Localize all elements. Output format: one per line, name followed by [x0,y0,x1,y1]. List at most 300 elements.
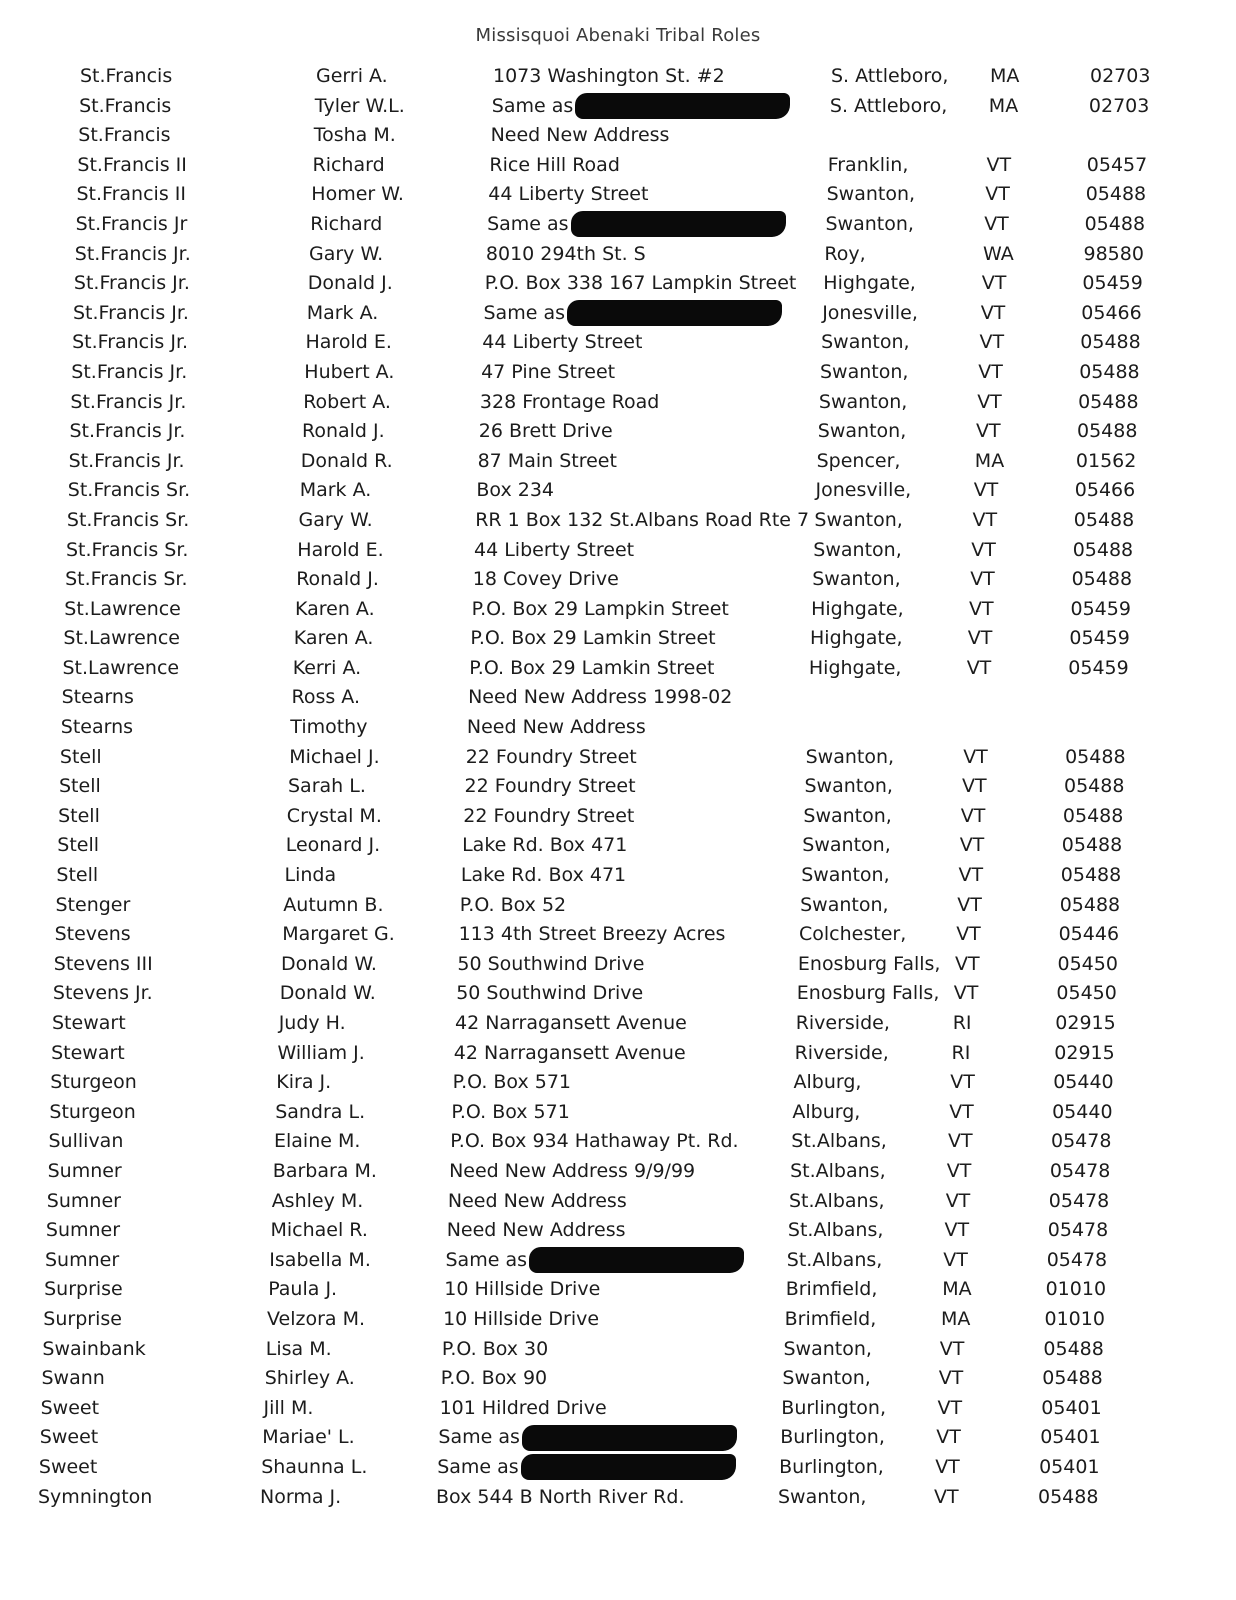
zip-cell-text: 05488 [1042,1367,1103,1390]
city-cell [806,743,894,773]
first-name-cell-text: Tosha M. [313,124,396,147]
last-name-cell-text: Stewart [51,1041,125,1064]
city-cell [797,979,940,1009]
table-row [0,713,1236,743]
city-cell [784,1335,872,1365]
state-cell-text: VT [946,1159,972,1182]
roster-table [0,62,1236,1512]
city-cell [801,861,889,891]
address-cell [493,62,725,92]
first-name-cell [314,121,396,151]
address-cell [480,388,659,418]
first-name-cell [279,1009,346,1039]
city-cell-text: Alburg, [792,1100,861,1123]
table-row [0,388,1236,418]
address-cell [454,1039,686,1069]
city-cell [810,624,903,654]
zip-cell-text: 01010 [1044,1307,1105,1330]
zip-cell-text: 05488 [1038,1485,1099,1508]
address-cell-text: 22 Foundry Street [463,804,635,827]
zip-cell [1054,1039,1114,1069]
first-name-cell-text: Kira J. [276,1071,332,1094]
zip-cell-text: 05478 [1048,1189,1110,1212]
last-name-cell-text: St.Francis [79,94,172,117]
first-name-cell-text: Shirley A. [264,1367,355,1390]
last-name-cell-text: Sullivan [48,1130,124,1153]
state-cell-text: VT [958,864,984,887]
first-name-cell [274,1127,360,1157]
first-name-cell-text: Jill M. [263,1396,314,1419]
city-cell-text: Swanton, [817,420,907,443]
city-cell [796,1009,890,1039]
city-cell-text: Swanton, [812,568,901,591]
state-cell-text: VT [981,272,1007,295]
address-cell [484,299,782,329]
first-name-cell-text: Kerri A. [292,656,362,679]
address-cell-text: Same as [437,1455,519,1478]
zip-cell-text: 05440 [1053,1071,1114,1094]
zip-cell-text: 02915 [1055,1012,1116,1034]
city-cell-text: Swanton, [813,538,902,561]
last-name-cell-text: St.Francis Jr [75,212,188,235]
zip-cell-text: 05478 [1046,1248,1108,1271]
state-cell [945,1216,970,1246]
address-cell [459,920,726,950]
table-row [0,151,1236,181]
redaction-mark [567,300,782,326]
state-cell-text: VT [967,627,993,650]
first-name-cell-text: Sarah L. [288,775,366,798]
address-cell [447,1216,626,1246]
city-cell [821,328,909,358]
zip-cell-text: 05401 [1041,1396,1102,1419]
zip-cell [1084,240,1144,270]
address-cell [462,831,627,861]
state-cell-text: VT [935,1455,960,1478]
address-cell [473,565,619,595]
city-cell [780,1423,885,1453]
first-name-cell [297,536,383,566]
last-name-cell [38,1483,152,1513]
state-cell-text: VT [966,656,992,679]
first-name-cell-text: Ross A. [291,686,361,709]
first-name-cell-text: Harold E. [297,538,384,561]
zip-cell [1056,979,1116,1009]
last-name-cell-text: St.Francis Sr. [65,568,188,591]
city-cell-text: Burlington, [779,1455,884,1478]
zip-cell-text: 05459 [1069,627,1130,650]
address-cell-text: 10 Hillside Drive [444,1278,601,1301]
first-name-cell [266,1335,332,1365]
address-cell [438,1423,736,1453]
address-cell-text: 50 Southwind Drive [456,982,644,1005]
state-cell [943,1246,968,1276]
state-cell-text: VT [977,390,1002,413]
state-cell [942,1275,971,1305]
state-cell-text: VT [949,1100,974,1123]
city-cell-text: Swanton, [826,183,916,206]
city-cell-text: Franklin, [827,153,909,176]
first-name-cell [293,654,362,684]
state-cell-text: VT [962,775,987,798]
state-cell-text: VT [957,893,982,916]
address-cell [478,447,617,477]
state-cell [989,92,1018,122]
state-cell-text: VT [972,508,998,531]
state-cell [962,772,987,802]
city-cell [782,1364,870,1394]
address-cell [436,1483,684,1513]
address-cell [443,1305,599,1335]
city-cell-text: Burlington, [781,1396,887,1419]
first-name-cell-text: Donald W. [281,952,377,975]
last-name-cell [60,743,102,773]
city-cell [813,536,901,566]
state-cell [990,62,1019,92]
address-cell [449,1157,695,1187]
address-cell-text: Box 234 [476,479,555,502]
address-cell-text: 328 Frontage Road [479,390,660,413]
first-name-cell [289,743,379,773]
address-cell-text: P.O. Box 338 167 Lampkin Street [484,272,797,295]
last-name-cell [69,447,185,477]
last-name-cell-text: St.Francis Jr. [70,390,187,413]
first-name-cell-text: Ashley M. [271,1189,364,1212]
city-cell [794,1068,862,1098]
zip-cell-text: 05478 [1049,1159,1111,1182]
last-name-cell [49,1127,124,1157]
zip-cell-text: 05450 [1057,952,1118,975]
first-name-cell-text: Velzora M. [267,1307,366,1330]
state-cell [961,802,986,832]
first-name-cell [275,1098,365,1128]
first-name-cell [315,92,405,122]
table-row [0,1246,1236,1276]
state-cell [956,920,981,950]
state-cell [984,210,1009,240]
last-name-cell-text: St.Francis Jr. [71,360,188,383]
last-name-cell [65,565,187,595]
first-name-cell-text: Sandra L. [275,1100,366,1123]
first-name-cell-text: Leonard J. [285,834,381,857]
first-name-cell-text: Homer W. [311,183,404,206]
first-name-cell-text: Robert A. [303,390,391,413]
city-cell [786,1275,878,1305]
zip-cell [1082,269,1142,299]
address-cell-text: 113 4th Street Breezy Acres [458,923,726,946]
address-cell [491,121,670,151]
last-name-cell [47,1187,121,1217]
table-row [0,595,1236,625]
zip-cell [1039,1453,1099,1483]
state-cell-text: VT [943,1248,968,1271]
city-cell [819,388,907,418]
last-name-cell [53,979,153,1009]
first-name-cell-text: Ronald J. [296,568,379,591]
city-cell [799,920,906,950]
first-name-cell [296,565,379,595]
city-cell [823,269,916,299]
first-name-cell [285,861,337,891]
address-cell-text: 50 Southwind Drive [457,952,645,975]
state-cell-text: MA [990,65,1020,87]
city-cell-text: Jonesville, [815,479,912,502]
first-name-cell-text: Donald R. [300,449,393,472]
table-row [0,624,1236,654]
first-name-cell [282,920,395,950]
zip-cell [1040,1423,1100,1453]
city-cell [811,595,904,625]
zip-cell [1052,1098,1112,1128]
zip-cell-text: 05488 [1060,864,1122,887]
state-cell-text: VT [973,479,999,502]
city-cell-text: St.Albans, [786,1248,883,1271]
last-name-cell [56,891,131,921]
city-cell [788,1216,884,1246]
last-name-cell-text: Stewart [52,1012,126,1034]
address-cell-text: 18 Covey Drive [472,568,619,591]
zip-cell-text: 05466 [1074,479,1136,502]
zip-cell-text: 05488 [1071,568,1133,591]
state-cell [938,1394,963,1424]
last-name-cell-text: Sweet [39,1426,99,1449]
address-cell-text: 42 Narragansett Avenue [455,1012,687,1034]
address-cell-text: 22 Foundry Street [464,775,636,798]
last-name-cell-text: Sumner [45,1248,120,1271]
last-name-cell [57,831,99,861]
address-cell-text: 10 Hillside Drive [443,1307,600,1330]
last-name-cell-text: Sumner [47,1159,122,1182]
address-cell-text: P.O. Box 90 [440,1367,548,1390]
first-name-cell-text: Gary W. [309,242,384,265]
city-cell [791,1127,887,1157]
zip-cell-text: 05488 [1061,834,1123,857]
address-cell [463,802,634,832]
city-cell-text: Swanton, [814,508,903,531]
address-cell-text: 44 Liberty Street [482,331,643,354]
last-name-cell [64,595,181,625]
last-name-cell-text: Sumner [45,1219,121,1242]
city-cell-text: Enosburg Falls, [796,982,940,1005]
zip-cell [1075,476,1135,506]
state-cell-text: VT [938,1367,964,1390]
table-row [0,979,1236,1009]
address-cell-text: P.O. Box 571 [451,1100,570,1123]
state-cell [940,1335,965,1365]
state-cell-text: MA [941,1307,971,1330]
first-name-cell [276,1068,331,1098]
state-cell-text: RI [952,1012,972,1034]
city-cell [795,1039,889,1069]
city-cell-text: Riverside, [795,1012,890,1034]
first-name-cell [281,950,377,980]
table-row [0,506,1236,536]
table-row [0,447,1236,477]
table-row [0,1127,1236,1157]
first-name-cell-text: Elaine M. [274,1130,361,1153]
table-row [0,565,1236,595]
first-name-cell [313,151,385,181]
address-cell [461,861,626,891]
zip-cell [1086,180,1146,210]
table-row [0,1305,1236,1335]
first-name-cell-text: Norma J. [260,1485,342,1508]
first-name-cell [300,476,372,506]
first-name-cell-text: Donald W. [279,982,376,1005]
zip-cell-text: 05488 [1077,420,1138,443]
document-title: Missisquoi Abenaki Tribal Roles [475,25,761,46]
last-name-cell [78,121,170,151]
address-cell [444,1275,600,1305]
city-cell [828,151,909,181]
state-cell-text: VT [980,301,1006,324]
zip-cell [1089,92,1149,122]
redaction-mark [522,1425,737,1451]
state-cell [987,151,1012,181]
zip-cell [1048,1216,1108,1246]
state-cell [950,1068,975,1098]
zip-cell-text: 05440 [1052,1100,1113,1123]
first-name-cell [280,979,376,1009]
first-name-cell-text: Isabella M. [269,1248,371,1271]
city-cell [789,1187,885,1217]
city-cell-text: Roy, [824,242,866,265]
zip-cell [1071,595,1131,625]
city-cell [820,358,908,388]
city-cell-text: Swanton, [802,834,891,857]
first-name-cell [301,447,393,477]
first-name-cell [290,713,367,743]
state-cell-text: MA [942,1278,972,1301]
table-row [0,1009,1236,1039]
state-cell [936,1423,961,1453]
last-name-cell-text: Swann [41,1367,105,1390]
first-name-cell [273,1157,377,1187]
table-row [0,950,1236,980]
state-cell [981,299,1006,329]
state-cell-text: VT [953,982,979,1005]
address-cell [437,1453,735,1483]
state-cell [967,654,992,684]
city-cell-text: Swanton, [804,775,893,798]
state-cell-text: VT [948,1130,973,1153]
address-cell [453,1068,571,1098]
last-name-cell [71,358,187,388]
city-cell [816,476,912,506]
last-name-cell-text: Stearns [60,716,134,739]
state-cell-text: VT [969,597,994,620]
address-cell-text: 1073 Washington St. #2 [493,65,725,87]
first-name-cell-text: Shaunna L. [261,1455,368,1478]
city-cell-text: Jonesville, [822,301,918,324]
first-name-cell [292,683,361,713]
table-row [0,654,1236,684]
last-name-cell [66,536,188,566]
state-cell-text: RI [951,1041,971,1064]
state-cell-text: VT [945,1189,971,1212]
first-name-cell-text: Crystal M. [286,804,382,827]
last-name-cell [56,861,98,891]
city-cell-text: Highgate, [810,627,903,650]
state-cell-text: VT [939,1337,965,1360]
zip-cell-text: 05488 [1043,1337,1104,1360]
last-name-cell-text: St.Francis [80,65,173,87]
zip-cell-text: 05457 [1086,153,1148,176]
last-name-cell [44,1275,123,1305]
state-cell-text: MA [974,449,1005,472]
zip-cell [1090,62,1150,92]
city-cell-text: Brimfield, [784,1307,877,1330]
city-cell-text: S. Attleboro, [831,65,949,87]
state-cell-text: VT [934,1485,959,1508]
last-name-cell-text: Surprise [43,1307,122,1330]
address-cell-text: Need New Address 9/9/99 [449,1159,696,1182]
address-cell [481,358,615,388]
state-cell-text: VT [956,923,981,946]
zip-cell-text: 05488 [1065,745,1126,768]
address-cell-text: Need New Address [447,1189,627,1212]
first-name-cell [268,1275,337,1305]
state-cell-text: VT [970,568,995,591]
state-cell [947,1157,972,1187]
last-name-cell [73,299,189,329]
state-cell [960,831,985,861]
address-cell [486,240,646,270]
zip-cell-text: 05459 [1068,656,1129,679]
address-cell [474,536,634,566]
state-cell-text: VT [937,1396,963,1419]
address-cell [488,180,648,210]
address-cell [460,891,566,921]
state-cell [946,1187,971,1217]
last-name-cell-text: Stevens [54,923,131,946]
state-cell [952,1039,971,1069]
table-row [0,240,1236,270]
city-cell-text: Swanton, [778,1485,867,1508]
state-cell-text: VT [963,745,988,768]
zip-cell [1049,1187,1109,1217]
state-cell [982,269,1007,299]
first-name-cell [278,1039,365,1069]
state-cell-text: VT [978,360,1003,383]
last-name-cell [45,1246,119,1276]
address-cell-text: Need New Address [490,124,670,147]
address-cell-text: Lake Rd. Box 471 [460,864,627,887]
address-cell-text: P.O. Box 29 Lamkin Street [470,627,716,650]
zip-cell [1072,565,1132,595]
city-cell [778,1483,866,1513]
city-cell-text: Swanton, [818,390,908,413]
first-name-cell-text: Tyler W.L. [314,94,405,117]
address-cell-text: P.O. Box 30 [441,1337,549,1360]
zip-cell-text: 05488 [1079,360,1140,383]
last-name-cell [55,920,131,950]
address-cell [450,1127,738,1157]
address-cell [442,1335,548,1365]
first-name-cell [260,1483,341,1513]
address-cell-text: 44 Liberty Street [474,538,635,561]
last-name-cell-text: St.Francis Sr. [66,538,189,561]
first-name-cell [311,180,404,210]
city-cell-text: Riverside, [794,1041,889,1064]
table-row [0,1423,1236,1453]
address-cell-text: 101 Hildred Drive [439,1396,607,1419]
first-name-cell [299,506,373,536]
last-name-cell [40,1423,98,1453]
address-cell [441,1364,547,1394]
table-row [0,891,1236,921]
city-cell [817,447,901,477]
